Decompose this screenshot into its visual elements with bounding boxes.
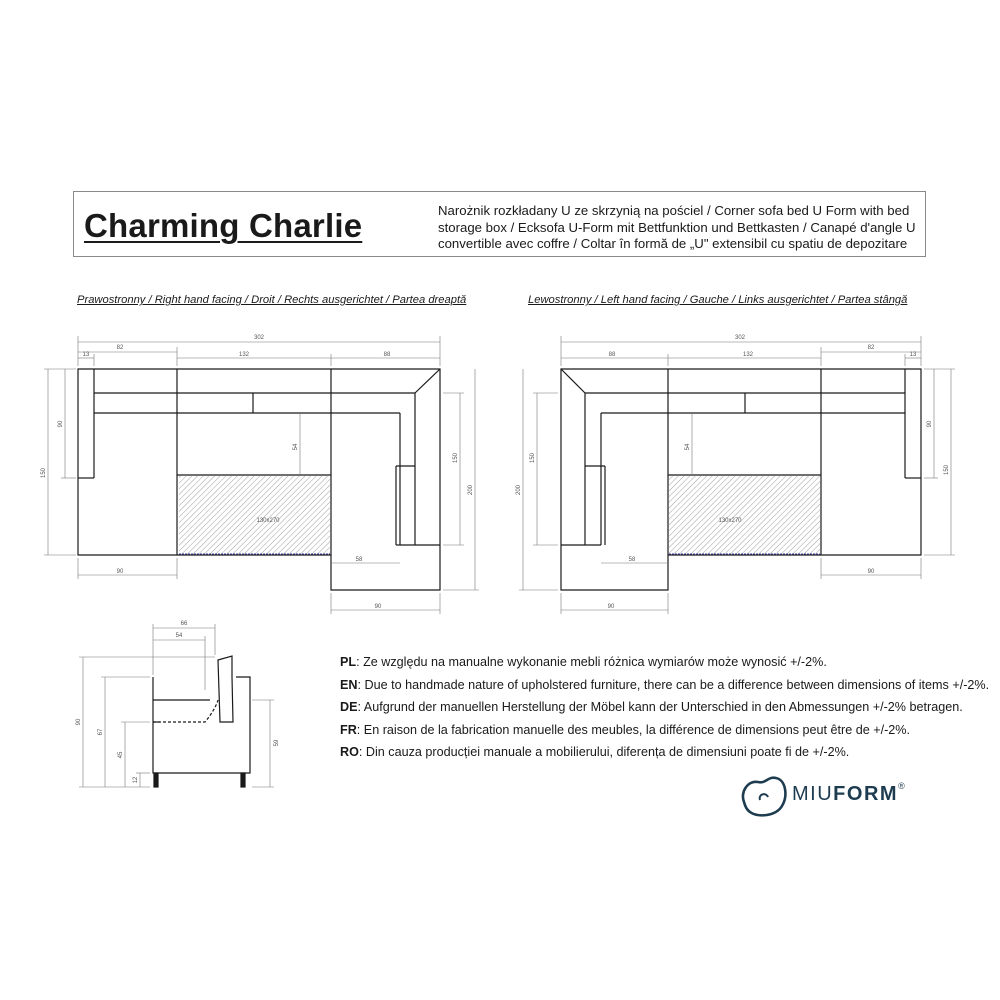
note-pl: PL: Ze względu na manualne wykonanie mebli różnica wymiarów może wynosić +/-2%.: [340, 655, 827, 669]
left-dim-bottom-mid: 58: [628, 557, 636, 563]
right-dim-right-seg: 88: [383, 352, 391, 358]
product-description: Narożnik rozkładany U ze skrzynią na pościel / Corner sofa bed U Form with bed storage box / Ecksofa U-Form mit Bettfunktion und Bettkasten / Canapé d'angle U convertible avec coffre / Coltar în formă de „U" extensibil cu spatiu de depozitare: [438, 203, 916, 251]
left-dim-right-seg: 82: [867, 345, 875, 351]
miuform-logo-text: MIUFORM®: [792, 781, 907, 805]
left-dim-bottom-left: 90: [607, 604, 615, 610]
side-view-front-leg: [154, 773, 158, 787]
side-view-backrest: [218, 656, 233, 722]
left-dim-left-inner: 150: [530, 452, 536, 464]
note-de: DE: Aufgrund der manuellen Herstellung der Möbel kann der Unterschied in den Abmessungen +/-2% betragen.: [340, 700, 963, 715]
right-dim-bottom-left: 90: [116, 569, 124, 575]
note-ro: RO: Din cauza producției manuale a mobilierului, diferența de dimensiuni poate fi de +/-2%.: [340, 745, 850, 760]
right-dim-left-depth-inner: 90: [58, 420, 64, 428]
side-view-dimension-lines: [79, 624, 274, 787]
right-dim-bottom-right: 90: [374, 604, 382, 610]
left-dim-bed: 130x270: [718, 518, 742, 524]
product-title: Charming Charlie: [84, 207, 363, 244]
left-dim-right-depth-inner: 90: [927, 420, 933, 428]
side-dim-height: 90: [76, 718, 82, 726]
left-dim-arm: 13: [909, 352, 917, 358]
side-dim-seat-depth: 54: [175, 633, 183, 639]
right-dim-right-total: 200: [468, 484, 474, 496]
left-dim-middle-seg: 132: [742, 352, 754, 358]
right-dim-left-seg: 82: [116, 345, 124, 351]
side-dim-leg-height: 12: [133, 776, 139, 784]
right-hand-facing-label: Prawostronny / Right hand facing / Droit / Rechts ausgerichtet / Partea dreaptă: [77, 294, 467, 306]
left-bed-area: [669, 476, 820, 554]
side-dim-back-height: 67: [98, 728, 104, 736]
left-dim-right-depth: 150: [944, 464, 950, 476]
side-view-body: [153, 677, 250, 773]
right-dim-right-inner: 150: [453, 452, 459, 464]
left-dim-total-width: 302: [734, 335, 746, 341]
right-dim-left-depth: 150: [41, 467, 47, 479]
right-dim-total-width: 302: [253, 335, 265, 341]
left-dim-left-total: 200: [516, 484, 522, 496]
right-dim-middle-seg: 132: [238, 352, 250, 358]
left-hand-facing-label: Lewostronny / Left hand facing / Gauche / Links ausgerichtet / Partea stângă: [528, 294, 908, 306]
note-en: EN: Due to handmade nature of upholstered furniture, there can be a difference between dimensions of items +/-2%.: [340, 677, 990, 692]
dimension-notes: [340, 651, 990, 764]
left-dim-backrest: 54: [685, 443, 691, 451]
right-dim-bottom-mid: 58: [355, 557, 363, 563]
right-bed-area: [179, 476, 330, 554]
right-dim-bed: 130x270: [256, 518, 280, 524]
side-view: [153, 656, 250, 787]
side-dim-arm-height: 59: [274, 739, 280, 747]
note-fr: FR: En raison de la fabrication manuelle des meubles, la différence de dimensions peut être de +/-2%.: [340, 722, 910, 737]
right-dim-backrest: 54: [293, 443, 299, 451]
side-dim-top-width: 66: [180, 621, 188, 627]
side-dim-seat-height: 45: [118, 751, 124, 759]
left-dim-left-seg: 88: [608, 352, 616, 358]
side-view-back-leg: [241, 773, 245, 787]
left-dim-bottom-right: 90: [867, 569, 875, 575]
right-dim-arm: 13: [82, 352, 90, 358]
